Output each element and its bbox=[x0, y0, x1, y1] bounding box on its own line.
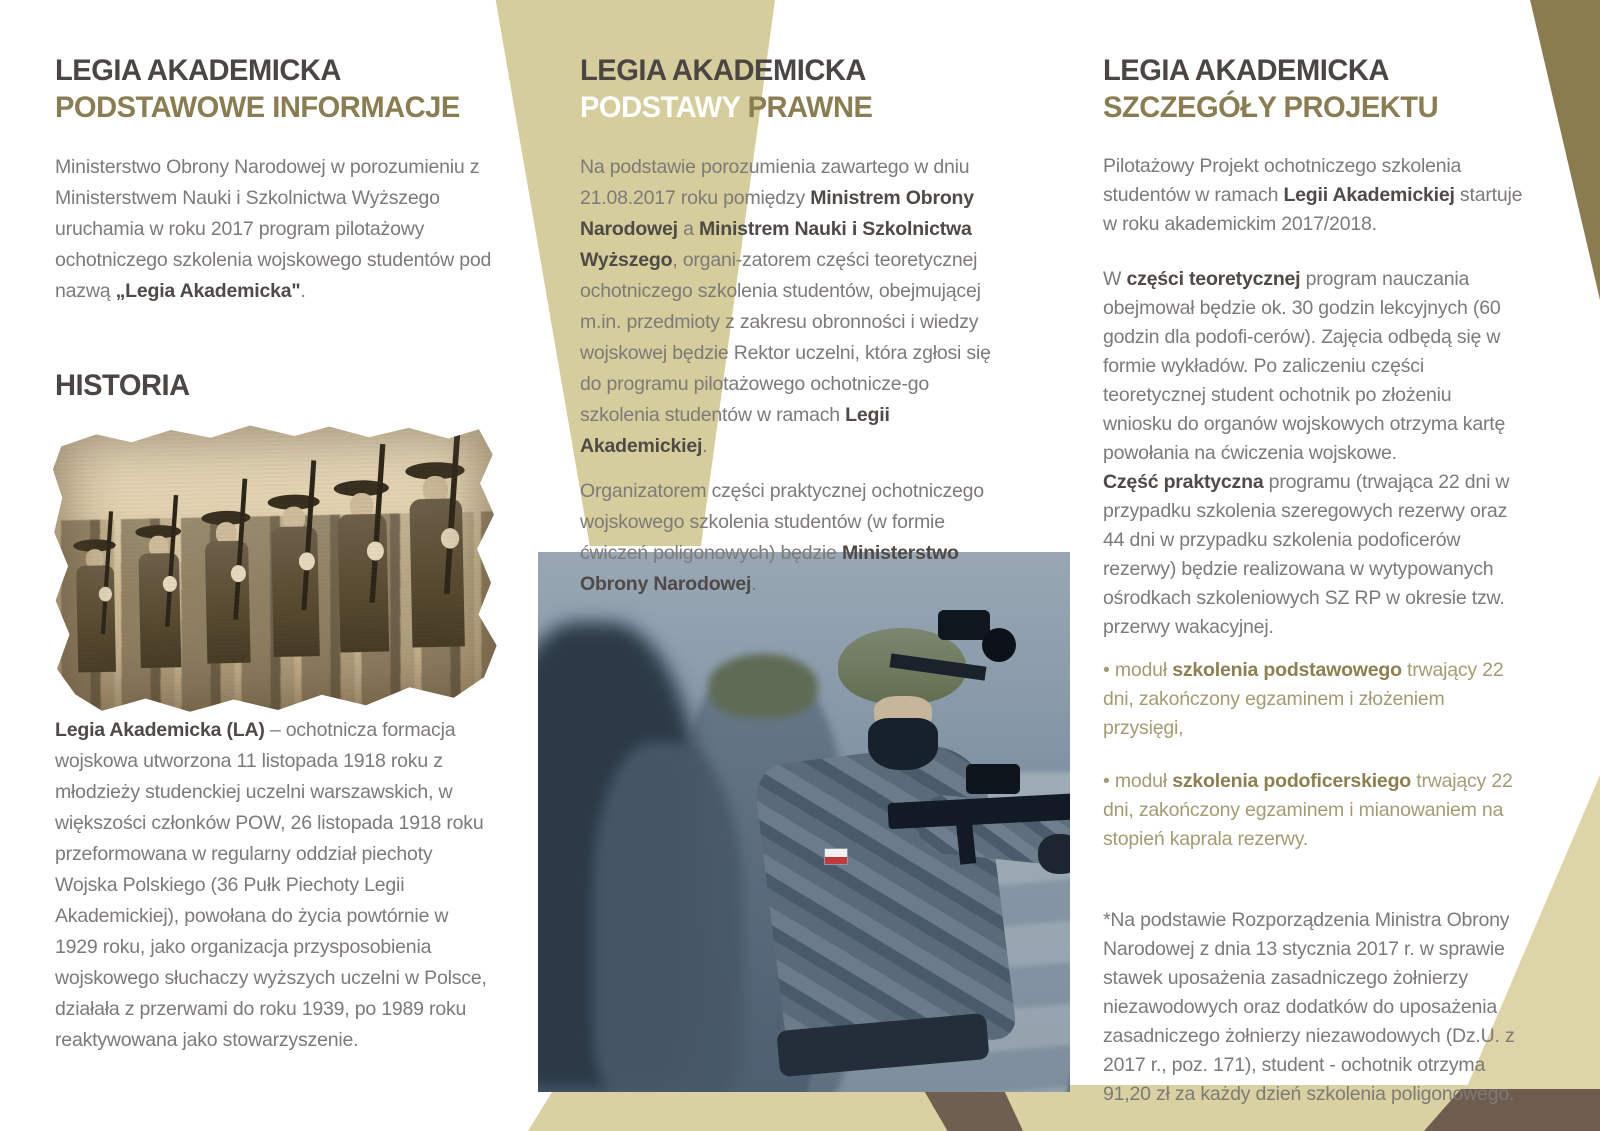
rifle-scope bbox=[966, 764, 1020, 794]
title-word-white: PODSTAWY bbox=[580, 91, 740, 124]
olive-corner-wedge bbox=[1524, 0, 1600, 300]
legal-paragraph-1: Na podstawie porozumienia zawartego w dniu 21.08.2017 roku pomiędzy Ministrem Obrony Narodowej a Ministrem Nauki i Szkolnictwa Wyższego, organi-zatorem części teoretycznej ochotniczego szkolenia studentów, obejmującej m.in. przedmioty z zakresu obronności i wiedzy wojskowej będzie Rektor uczelni, która zgłosi się do programu pilotażowego ochotnicze-go szkolenia studentów w ramach Legii Akademickiej. bbox=[580, 156, 991, 457]
module-bullet-nco: • moduł szkolenia podoficerskiego trwający 22 dni, zakończony egzaminem i mianowaniem na stopień kaprala rezerwy. bbox=[1103, 770, 1513, 850]
title-line1: LEGIA AKADEMICKA bbox=[55, 54, 341, 87]
modern-soldiers-photo bbox=[538, 552, 1070, 1092]
night-vision-scope bbox=[982, 628, 1016, 662]
module-bullet-basic: • moduł szkolenia podstawowego trwający 22 dni, zakończony egzaminem i złożeniem przysięgi, bbox=[1103, 659, 1504, 739]
intro-paragraph: Ministerstwo Obrony Narodowej w porozumieniu z Ministerstwem Nauki i Szkolnictwa Wyższego uruchamia w roku 2017 program pilotażowy ochotniczego szkolenia wojskowego studentów pod nazwą „Legia Akademicka". bbox=[55, 156, 492, 302]
balaclava-mask bbox=[868, 718, 938, 770]
history-paragraph: Legia Akademicka (LA) – ochotnicza formacja wojskowa utworzona 11 listopada 1918 roku z młodzieży studenckiej uczelni warszawskich, w większości członków POW, 26 listopada 1918 roku przeformowana w regularny oddział piechoty Wojska Polskiego (36 Pułk Piechoty Legii Akademickiej), powołana do życia powtórnie w 1929 roku, jako organizacja przysposobienia wojskowego słuchaczy wyższych uczelni w Polsce, działała z przerwami do roku 1939, po 1989 roku reaktywowana jako stowarzyszenie. bbox=[55, 719, 487, 1051]
details-paragraph-2a: W części teoretycznej program nauczania obejmował będzie ok. 30 godzin lekcyjnych (60 godzin dla podofi-cerów). Zajęcia odbędą się w formie wykładów. Po zaliczeniu części teoretycznej student ochotnik po złożeniu wniosku do organów wojskowych otrzyma kartę powołania na ćwiczenia wojskowe. bbox=[1103, 268, 1506, 464]
column-title bbox=[580, 52, 999, 126]
column-basic-info bbox=[55, 52, 495, 1056]
helmet bbox=[708, 654, 818, 718]
details-paragraph-1: Pilotażowy Projekt ochotniczego szkolenia studentów w ramach Legii Akademickiej startuje w roku akademickim 2017/2018. bbox=[1103, 155, 1523, 235]
title-line1: LEGIA AKADEMICKA bbox=[580, 54, 866, 87]
night-vision-mount bbox=[938, 610, 990, 640]
column-project-details bbox=[1103, 52, 1523, 1109]
history-heading: HISTORIA bbox=[55, 369, 190, 402]
column-legal-basis bbox=[580, 52, 1012, 600]
title-line2: PODSTAWOWE INFORMACJE bbox=[55, 91, 460, 124]
column-title bbox=[55, 52, 482, 126]
glove bbox=[1038, 834, 1070, 874]
legal-paragraph-2: Organizatorem części praktycznej ochotniczego wojskowego szkolenia studentów (w formie ćwiczeń poligonowych) będzie Ministerstwo Obrony Narodowej. bbox=[580, 480, 984, 595]
details-paragraph-2b: Część praktyczna programu (trwająca 22 dni w przypadku szkolenia szeregowych rezerwy oraz 44 dni w przypadku szkolenia podoficerów rezerwy) będzie realizowana w wytypowanych ośrodkach szkoleniowych SZ RP w okresie tzw. przerwy wakacyjnej. bbox=[1103, 471, 1510, 638]
column-title bbox=[1103, 52, 1510, 126]
title-line2: SZCZEGÓŁY PROJEKTU bbox=[1103, 91, 1439, 124]
footnote: *Na podstawie Rozporządzenia Ministra Obrony Narodowej z dnia 13 stycznia 2017 r. w sprawie stawek uposażenia zasadniczego żołnierzy niezawodowych oraz dodatków do uposażenia zasadniczego żołnierzy niezawodowych (Dz.U. z 2017 r., poz. 171), student - ochotnik otrzyma 91,20 zł za każdy dzień szkolenia poligonowego. bbox=[1103, 909, 1515, 1105]
title-line1: LEGIA AKADEMICKA bbox=[1103, 54, 1389, 87]
polish-flag-patch-icon bbox=[824, 848, 848, 865]
title-line2 bbox=[580, 89, 999, 126]
title-word-olive: PRAWNE bbox=[747, 91, 873, 124]
